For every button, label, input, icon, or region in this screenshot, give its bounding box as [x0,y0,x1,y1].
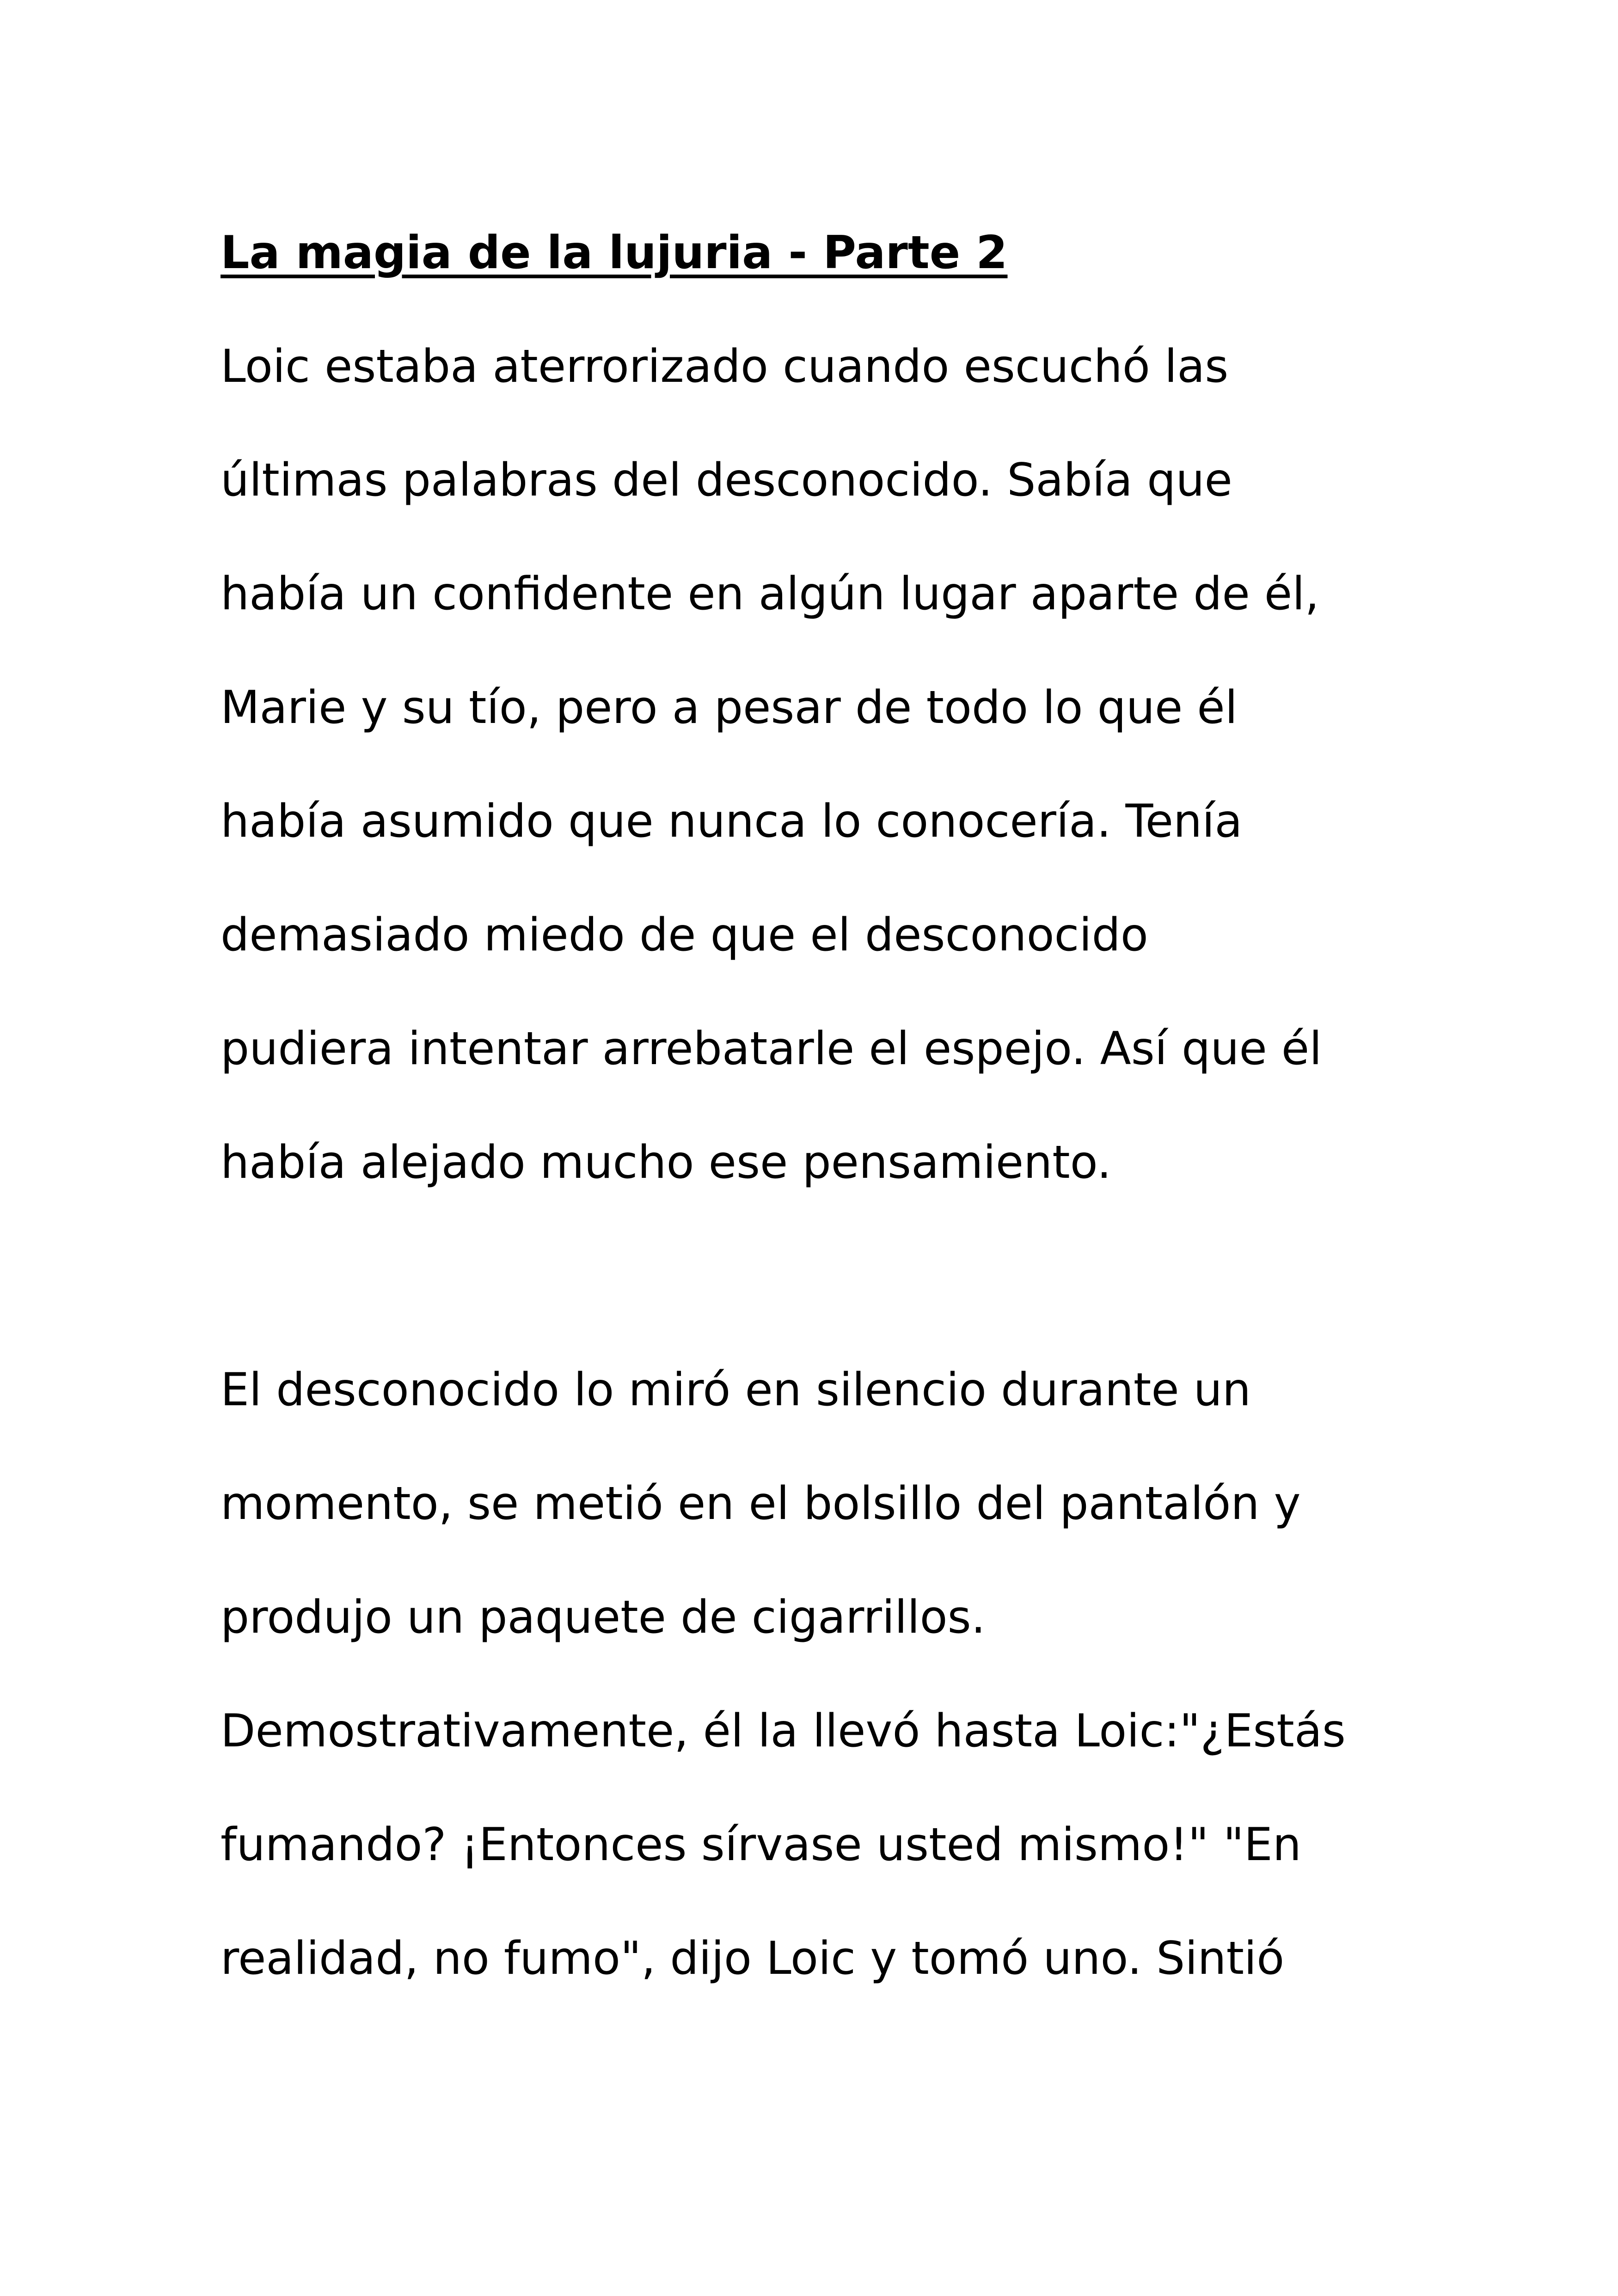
text-line: El desconocido lo miró en silencio durante un [221,1364,1251,1416]
text-line: últimas palabras del desconocido. Sabía que [221,454,1232,507]
text-line: Demostrativamente, él la llevó hasta Loic:"¿Estás [221,1705,1346,1757]
text-line: pudiera intentar arrebatarle el espejo. Así que él [221,1022,1322,1075]
paragraph-1 [221,310,1618,1219]
text-line: realidad, no fumo", dijo Loic y tomó uno. Sintió [221,1932,1285,1985]
document-title: La magia de la lujuria - Parte 2 [221,227,1008,279]
text-line: había asumido que nunca lo conocería. Tenía [221,795,1243,848]
text-line: había alejado mucho ese pensamiento. [221,1136,1112,1189]
paragraph-2 [221,1333,1618,2015]
text-line: Marie y su tío, pero a pesar de todo lo que él [221,681,1238,734]
text-line: momento, se metió en el bolsillo del pantalón y [221,1477,1301,1530]
text-line: produjo un paquete de cigarrillos. [221,1591,986,1644]
text-line: demasiado miedo de que el desconocido [221,909,1148,961]
text-line: había un confidente en algún lugar aparte de él, [221,568,1319,620]
text-line: fumando? ¡Entonces sírvase usted mismo!" "En [221,1818,1301,1871]
text-line: Loic estaba aterrorizado cuando escuchó las [221,340,1229,393]
